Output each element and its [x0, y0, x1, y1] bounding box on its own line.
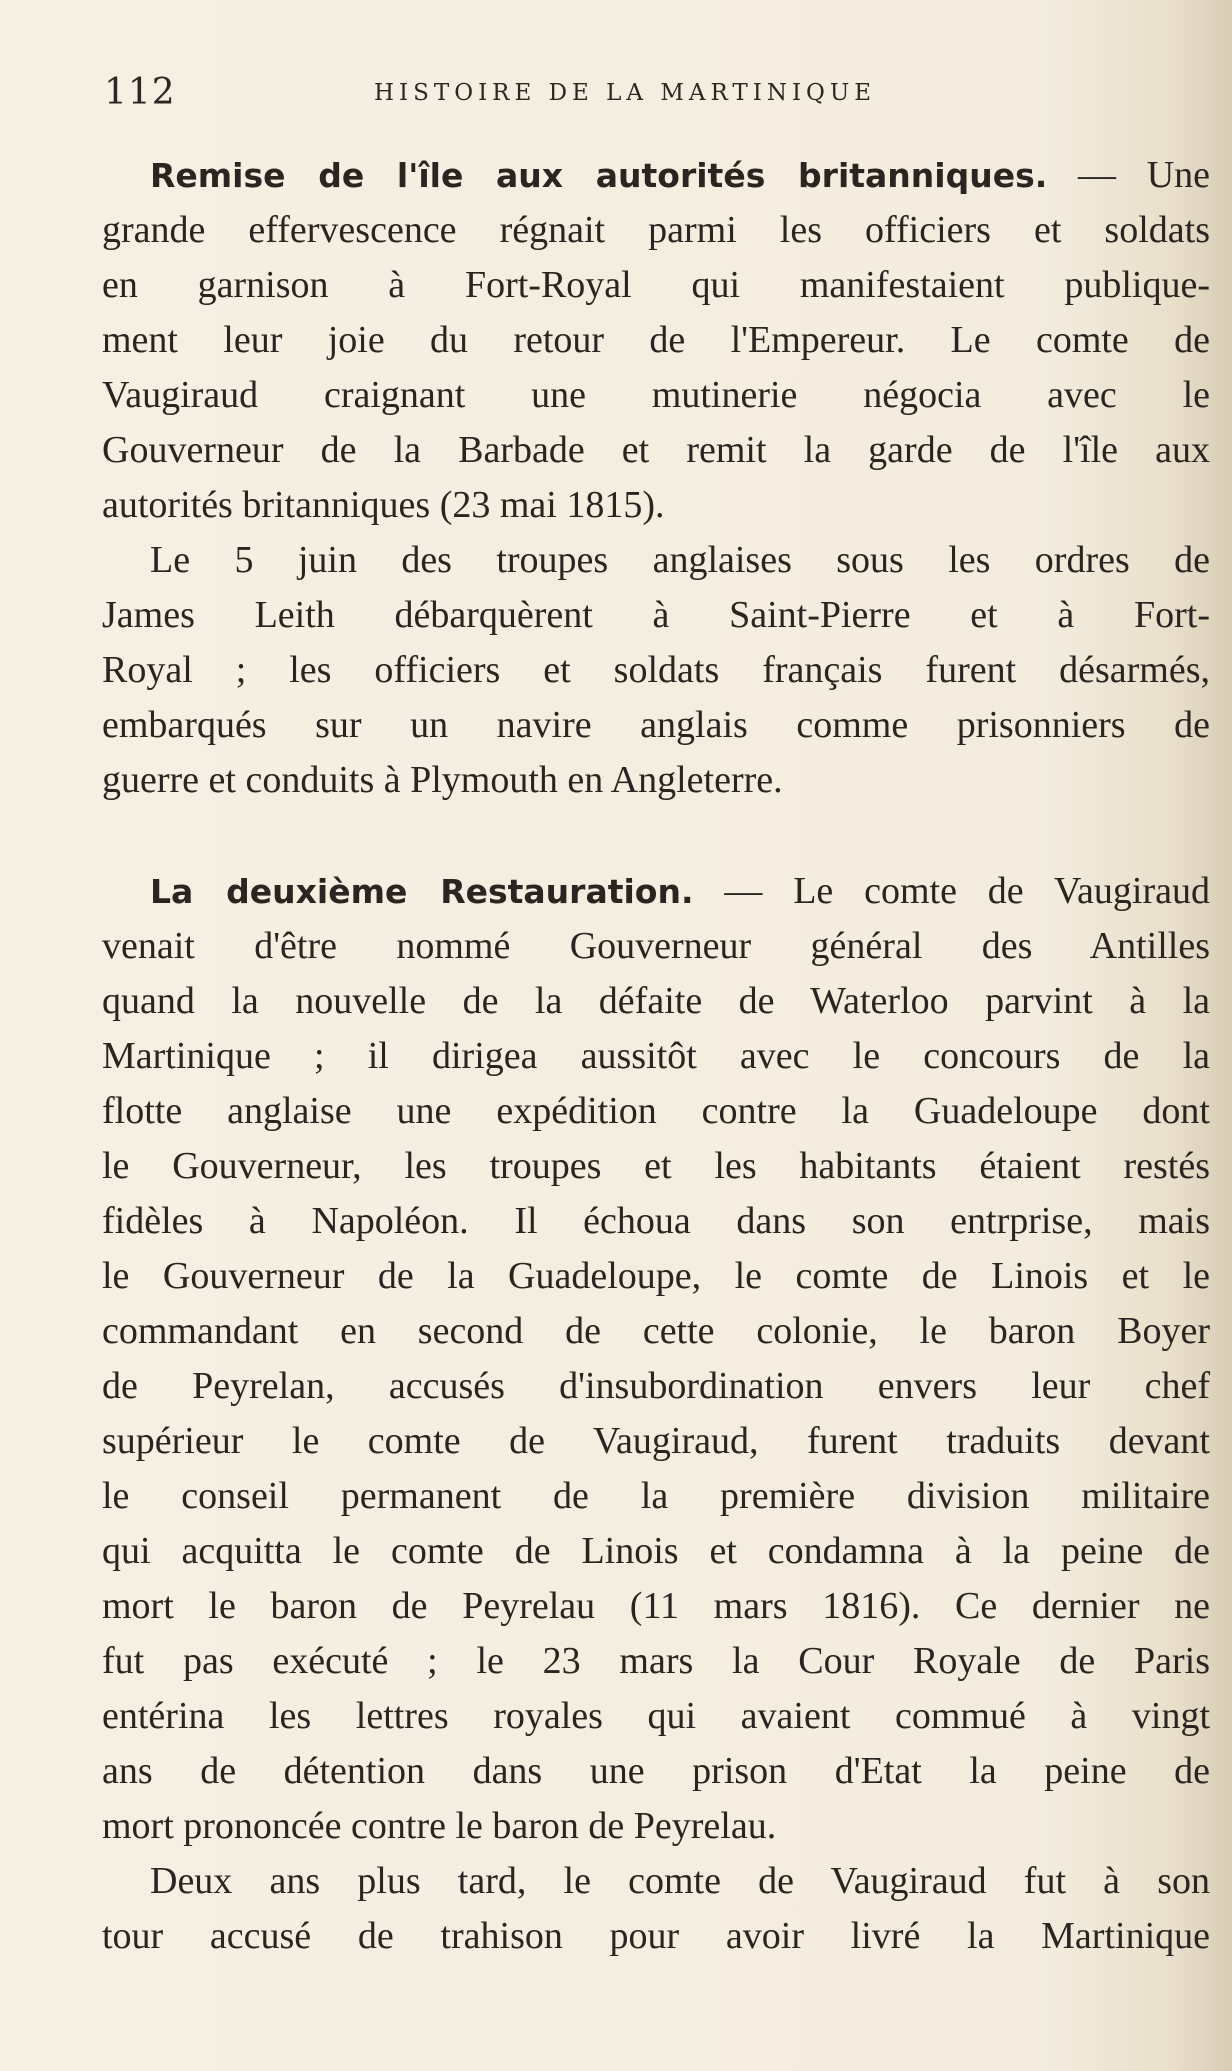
paragraph-line: Une — [1146, 154, 1211, 196]
section-heading: La deuxième Restauration. — [150, 872, 694, 911]
paragraph-line: supérieur le comte de Vaugiraud, furent traduits devant — [102, 1420, 1210, 1462]
paragraph-line: Vaugiraud craignant une mutinerie négocia avec le — [102, 374, 1210, 416]
paragraph-line: ans de détention dans une prison d'Etat la peine de — [102, 1750, 1210, 1792]
paragraph-line: tour accusé de trahison pour avoir livré la Martinique — [102, 1915, 1210, 1957]
page-number: 112 — [104, 72, 176, 113]
running-header — [104, 72, 1214, 112]
paragraph-line: guerre et conduits à Plymouth en Angleterre. — [102, 759, 783, 801]
paragraph-line: flotte anglaise une expédition contre la Guadeloupe dont — [102, 1090, 1210, 1132]
paragraph-line: Martinique ; il dirigea aussitôt avec le concours de la — [102, 1035, 1210, 1077]
paragraph-line: qui acquitta le comte de Linois et condamna à la peine de — [102, 1530, 1210, 1572]
paragraph-line: embarqués sur un navire anglais comme prisonniers de — [102, 704, 1210, 746]
paragraph-line: Deux ans plus tard, le comte de Vaugiraud fut à son — [150, 1860, 1210, 1902]
section-2-heading-line — [102, 864, 1210, 919]
paragraph-line: Gouverneur de la Barbade et remit la garde de l'île aux — [102, 429, 1210, 471]
paragraph-line: Le comte de Vaugiraud — [793, 870, 1210, 912]
em-dash: — — [1047, 154, 1147, 196]
paragraph-line: fut pas exécuté ; le 23 mars la Cour Royale de Paris — [102, 1640, 1210, 1682]
section-1-heading-line — [102, 148, 1210, 203]
paragraph-line: quand la nouvelle de la défaite de Waterloo parvint à la — [102, 980, 1210, 1022]
em-dash: — — [693, 870, 794, 912]
paragraph-line: James Leith débarquèrent à Saint-Pierre et à Fort- — [102, 594, 1210, 636]
section-spacer — [102, 808, 1210, 864]
paragraph-line: entérina les lettres royales qui avaient commué à vingt — [102, 1695, 1210, 1737]
paragraph-line: mort le baron de Peyrelau (11 mars 1816). Ce dernier ne — [102, 1585, 1210, 1627]
body-text — [102, 148, 1210, 1964]
paragraph-line: en garnison à Fort-Royal qui manifestaient publique- — [102, 264, 1210, 306]
running-title: HISTOIRE DE LA MARTINIQUE — [374, 80, 877, 106]
paragraph-line: de Peyrelan, accusés d'insubordination envers leur chef — [102, 1365, 1210, 1407]
paragraph-line: fidèles à Napoléon. Il échoua dans son entrprise, mais — [102, 1200, 1210, 1242]
paragraph-line: le Gouverneur de la Guadeloupe, le comte de Linois et le — [102, 1255, 1210, 1297]
paragraph-line: le Gouverneur, les troupes et les habitants étaient restés — [102, 1145, 1210, 1187]
paragraph-line: mort prononcée contre le baron de Peyrelau. — [102, 1805, 777, 1847]
paragraph-line: Le 5 juin des troupes anglaises sous les ordres de — [150, 539, 1210, 581]
paragraph-line: commandant en second de cette colonie, le baron Boyer — [102, 1310, 1210, 1352]
paragraph-line: grande effervescence régnait parmi les officiers et soldats — [102, 209, 1210, 251]
paragraph-line: le conseil permanent de la première division militaire — [102, 1475, 1210, 1517]
paragraph-line: Royal ; les officiers et soldats français furent désarmés, — [102, 649, 1210, 691]
paragraph-line: venait d'être nommé Gouverneur général des Antilles — [102, 925, 1210, 967]
paragraph-line: autorités britanniques (23 mai 1815). — [102, 484, 665, 526]
section-heading: Remise de l'île aux autorités britanniques. — [150, 156, 1048, 195]
paragraph-line: ment leur joie du retour de l'Empereur. Le comte de — [102, 319, 1210, 361]
